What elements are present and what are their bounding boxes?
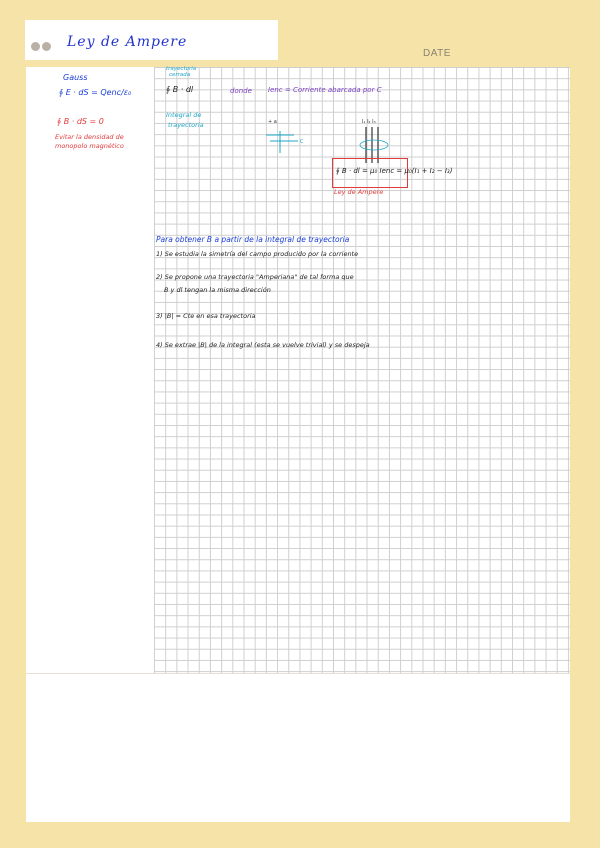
note-sheet [26,67,570,673]
integral-label-1: Integral de [166,111,202,119]
bottom-blank-area [26,673,570,822]
gauss-label: Gauss [63,73,88,82]
donde-word: donde [230,87,252,95]
svg-text:+ a: + a [268,119,277,125]
steps-heading: Para obtener B a partir de la integral de trayectoria [156,235,350,244]
date-label: DATE [423,48,451,59]
step-3: 3) |B| = Cte en esa trayectoria [156,312,256,320]
magnetic-note-line1: Evitar la densidad de [55,133,124,141]
ampere-caption: Ley de Ampere [334,188,384,196]
step-2-line1: 2) Se propone una trayectoria "Amperiana" de tal forma que [156,273,354,281]
svg-text:I₁ I₂ I₃: I₁ I₂ I₃ [362,119,376,125]
margin-column [26,67,155,673]
svg-text:C: C [300,139,304,145]
magnetic-note-line2: monopolo magnético [55,142,124,150]
step-1: 1) Se estudia la simetría del campo producido por la corriente [156,250,359,258]
integral-expression: ∮ B · dl [166,85,194,94]
step-2-line2: B y dl tengan la misma dirección [164,286,271,294]
decorative-dots [31,36,53,55]
page-title: Ley de Ampere [67,34,188,50]
magnetic-formula: ∮ B · dS = 0 [57,117,104,126]
integral-label-2: trayectoria [168,121,204,129]
ampere-law-formula: ∮ B · dl = μ₀ Ienc = μ₀(I₁ + I₂ − I₃) [336,167,453,175]
dot-icon [42,42,51,51]
gauss-formula: ∮ E · dS = Qenc/ε₀ [59,88,132,97]
grid-area [154,67,570,673]
trajectory-label-1: trayectoria [166,66,197,72]
title-card [25,20,278,60]
ienc-definition: Ienc = Corriente abarcada por C [268,86,382,94]
step-4: 4) Se extrae |B| de la integral (esta se vuelve trivial) y se despeja [156,341,370,349]
trajectory-label-2: cerrada [169,72,191,78]
dot-icon [31,42,40,51]
